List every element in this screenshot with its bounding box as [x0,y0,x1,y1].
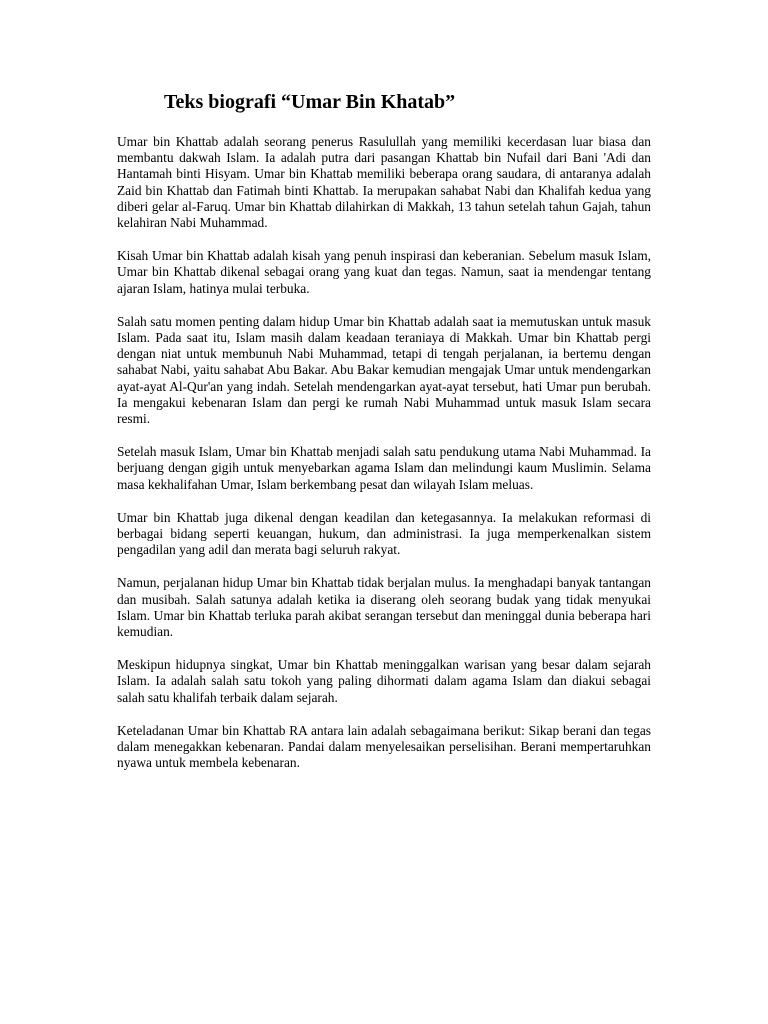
document-body [117,134,651,789]
paragraph-intro: Umar bin Khattab adalah seorang penerus Rasulullah yang memiliki kecerdasan luar biasa dan membantu dakwah Islam. Ia adalah putra dari pasangan Khattab bin Nufail dari Bani 'Adi dan Hantamah binti Hisyam. Umar bin Khattab memiliki beberapa orang saudara, di antaranya adalah Zaid bin Khattab dan Fatimah binti Khattab. Ia merupakan sahabat Nabi dan Khalifah kedua yang diberi gelar al-Faruq. Umar bin Khattab dilahirkan di Makkah, 13 tahun setelah tahun Gajah, tahun kelahiran Nabi Muhammad. [117,134,651,231]
paragraph-supporter: Setelah masuk Islam, Umar bin Khattab menjadi salah satu pendukung utama Nabi Muhammad. Ia berjuang dengan gigih untuk menyebarkan agama Islam dan melindungi kaum Muslimin. Selama masa kekhalifahan Umar, Islam berkembang pesat dan wilayah Islam meluas. [117,444,651,492]
paragraph-justice: Umar bin Khattab juga dikenal dengan keadilan dan ketegasannya. Ia melakukan reformasi di berbagai bidang seperti keuangan, hukum, dan administrasi. Ia juga memperkenalkan sistem pengadilan yang adil dan merata bagi seluruh rakyat. [117,509,651,558]
document-title: Teks biografi “Umar Bin Khatab” [164,91,456,113]
paragraph-inspiration: Kisah Umar bin Khattab adalah kisah yang penuh inspirasi dan keberanian. Sebelum masuk Islam, Umar bin Khattab dikenal sebagai orang yang kuat dan tegas. Namun, saat ia mendengar tentang ajaran Islam, hatinya mulai terbuka. [117,248,651,296]
paragraph-conversion: Salah satu momen penting dalam hidup Umar bin Khattab adalah saat ia memutuskan untuk masuk Islam. Pada saat itu, Islam masih dalam keadaan teraniaya di Makkah. Umar bin Khattab pergi dengan niat untuk membunuh Nabi Muhammad, tetapi di tengah perjalanan, ia bertemu dengan sahabat Nabi, yaitu sahabat Abu Bakar. Abu Bakar kemudian mengajak Umar untuk mendengarkan ayat-ayat Al-Qur'an yang indah. Setelah mendengarkan ayat-ayat tersebut, hati Umar pun berubah. Ia mengakui kebenaran Islam dan pergi ke rumah Nabi Muhammad untuk masuk Islam secara resmi. [117,313,651,427]
paragraph-challenges: Namun, perjalanan hidup Umar bin Khattab tidak berjalan mulus. Ia menghadapi banyak tantangan dan musibah. Salah satunya adalah ketika ia diserang oleh seorang budak yang tidak menyukai Islam. Umar bin Khattab terluka parah akibat serangan tersebut dan meninggal dunia beberapa hari kemudian. [117,575,651,640]
paragraph-legacy: Meskipun hidupnya singkat, Umar bin Khattab meninggalkan warisan yang besar dalam sejarah Islam. Ia adalah salah satu tokoh yang paling dihormati dalam agama Islam dan diakui sebagai salah satu khalifah terbaik dalam sejarah. [117,657,651,705]
paragraph-exemplary: Keteladanan Umar bin Khattab RA antara lain adalah sebagaimana berikut: Sikap berani dan tegas dalam menegakkan kebenaran. Pandai dalam menyelesaikan perselisihan. Berani mempertaruhkan nyawa untuk membela kebenaran. [117,722,651,771]
